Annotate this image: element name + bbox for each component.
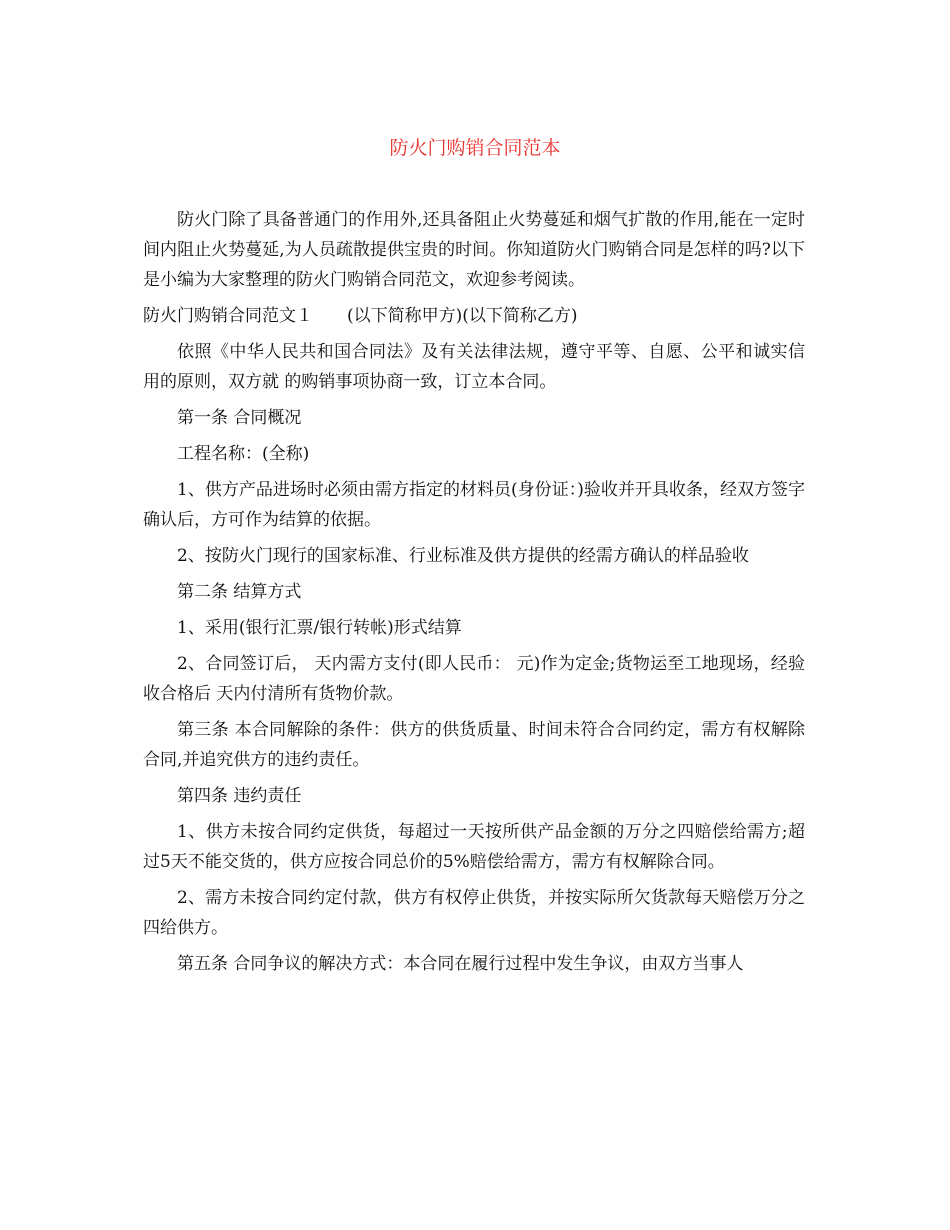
article-4-clause-2: 2、需方未按合同约定付款，供方有权停止供货，并按实际所欠货款每天赔偿万分之四给供方。	[143, 888, 805, 938]
article-2-clause-1: 1、采用(银行汇票/银行转帐)形式结算	[177, 618, 462, 638]
article-4-heading: 第四条 违约责任	[177, 786, 302, 806]
article-1-clause-1: 1、供方产品进场时必须由需方指定的材料员(身份证：)验收并开具收条，经双方签字确认后，方可作为结算的依据。	[143, 480, 805, 530]
document-title: 防火门购销合同范本	[389, 137, 561, 159]
paragraph-intro: 防火门除了具备普通门的作用外,还具备阻止火势蔓延和烟气扩散的作用,能在一定时间内阻止火势蔓延,为人员疏散提供宝贵的时间。你知道防火门购销合同是怎样的吗?以下是小编为大家整理的防火门购销合同范文，欢迎参考阅读。	[143, 210, 805, 290]
paragraph-preamble: 依照《中华人民共和国合同法》及有关法律法规，遵守平等、自愿、公平和诚实信用的原则，双方就 的购销事项协商一致，订立本合同。	[143, 342, 805, 392]
article-1-heading: 第一条 合同概况	[177, 408, 302, 428]
paragraph-project-name: 工程名称：(全称)	[177, 444, 310, 464]
paragraph-sample-heading: 防火门购销合同范文１ (以下简称甲方)(以下简称乙方)	[143, 306, 578, 326]
article-1-clause-2: 2、按防火门现行的国家标准、行业标准及供方提供的经需方确认的样品验收	[177, 546, 749, 566]
article-4-clause-1: 1、供方未按合同约定供货，每超过一天按所供产品金额的万分之四赔偿给需方;超过5天不能交货的，供方应按合同总价的5%赔偿给需方，需方有权解除合同。	[143, 822, 805, 872]
article-2-clause-2: 2、合同签订后， 天内需方支付(即人民币： 元)作为定金;货物运至工地现场，经验收合格后 天内付清所有货物价款。	[143, 654, 805, 704]
document-body	[143, 205, 805, 985]
article-2-heading: 第二条 结算方式	[177, 582, 302, 602]
article-3-text: 第三条 本合同解除的条件：供方的供货质量、时间未符合合同约定，需方有权解除合同,并追究供方的违约责任。	[143, 720, 805, 770]
article-5-text: 第五条 合同争议的解决方式：本合同在履行过程中发生争议，由双方当事人	[177, 954, 744, 974]
